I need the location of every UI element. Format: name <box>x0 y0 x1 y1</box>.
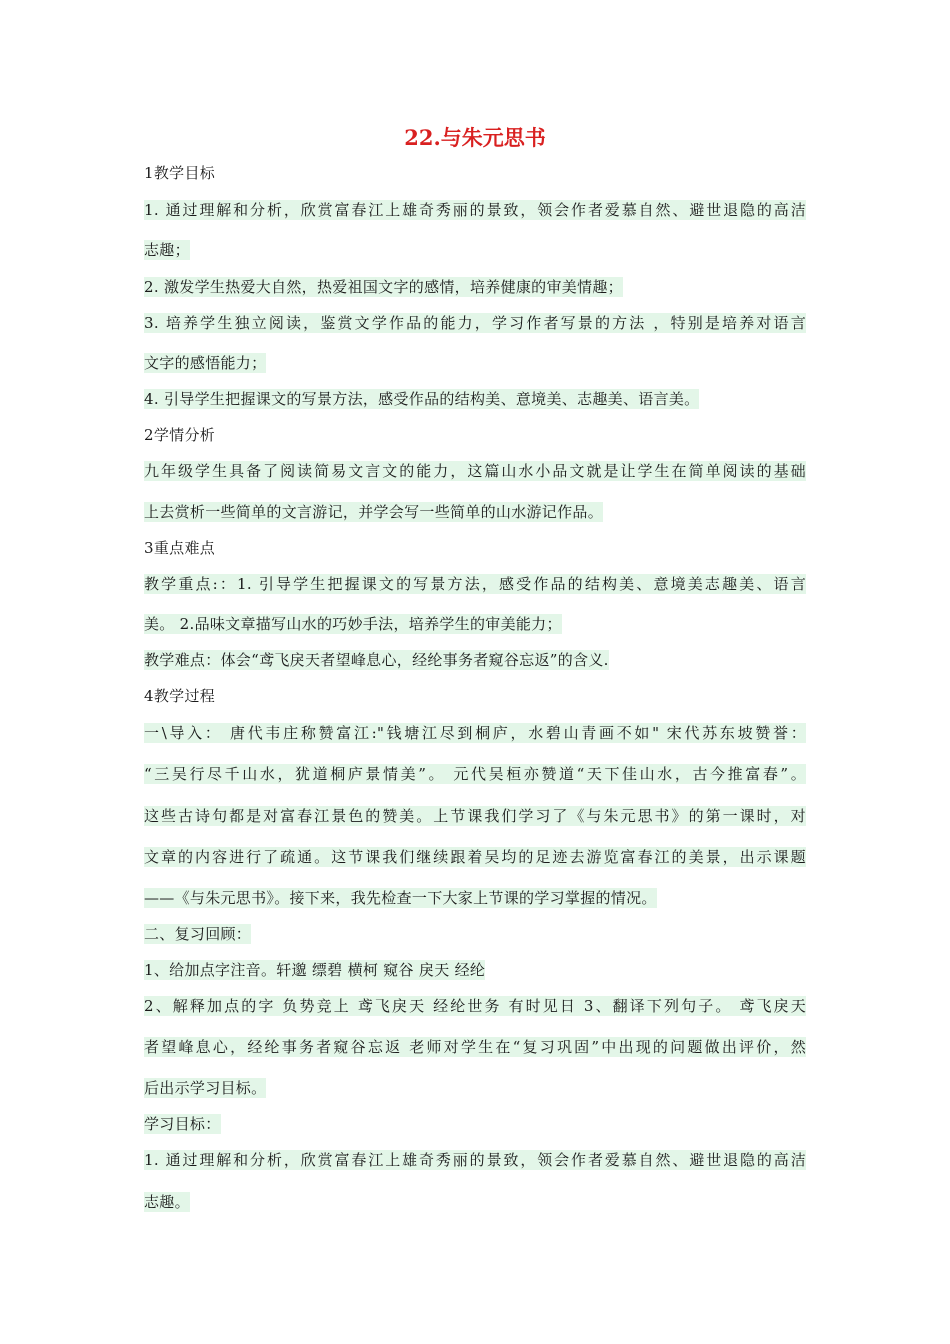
text-line: 1、给加点字注音。轩邈 缥碧 横柯 窥谷 戾天 经纶 <box>144 961 486 979</box>
text-line: 1. 通过理解和分析，欣赏富春江上雄奇秀丽的景致，领会作者爱慕自然、避世退隐的高洁 <box>144 1151 806 1169</box>
text-line: 后出示学习目标。 <box>144 1079 267 1097</box>
text-line: 志趣； <box>144 241 190 259</box>
text-line: 4. 引导学生把握课文的写景方法，感受作品的结构美、意境美、志趣美、语言美。 <box>144 390 700 408</box>
section-heading-process: 4教学过程 <box>144 687 216 705</box>
document-title: 22.与朱元思书 <box>404 125 546 150</box>
text-line: 2. 激发学生热爱大自然，热爱祖国文字的感情，培养健康的审美情趣； <box>144 278 623 296</box>
text-line: 1. 通过理解和分析，欣赏富春江上雄奇秀丽的景致，领会作者爱慕自然、避世退隐的高洁 <box>144 201 806 219</box>
text-line: 志趣。 <box>144 1193 190 1211</box>
section-heading-key-points: 3重点难点 <box>144 539 216 557</box>
text-line: 教学重点:：1. 引导学生把握课文的写景方法，感受作品的结构美、意境美志趣美、语言 <box>144 575 806 593</box>
text-line: 教学难点：体会“鸢飞戾天者望峰息心，经纶事务者窥谷忘返”的含义. <box>144 651 609 669</box>
text-line: 3. 培养学生独立阅读，鉴赏文学作品的能力，学习作者写景的方法 ，特别是培养对语言 <box>144 314 806 332</box>
text-line: ——《与朱元思书》。接下来，我先检查一下大家上节课的学习掌握的情况。 <box>144 889 657 907</box>
section-heading-objectives: 1教学目标 <box>144 164 216 182</box>
section-heading-analysis: 2学情分析 <box>144 426 216 444</box>
text-line: 者望峰息心，经纶事务者窥谷忘返 老师对学生在“复习巩固”中出现的问题做出评价，然 <box>144 1038 806 1056</box>
text-line: 这些古诗句都是对富春江景色的赞美。上节课我们学习了《与朱元思书》的第一课时，对 <box>144 807 806 825</box>
subheading-review: 二、复习回顾： <box>144 925 252 943</box>
text-line: 2、解释加点的字 负势竞上 鸢飞戾天 经纶世务 有时见日 3、翻译下列句子。 鸢飞戾天 <box>144 997 806 1015</box>
text-line: 九年级学生具备了阅读简易文言文的能力，这篇山水小品文就是让学生在简单阅读的基础 <box>144 462 806 480</box>
text-line: 美。 2.品味文章描写山水的巧妙手法，培养学生的审美能力； <box>144 615 562 633</box>
text-line: 文字的感悟能力； <box>144 354 267 372</box>
text-line: “三吴行尽千山水，犹道桐庐景情美”。 元代吴桓亦赞道“天下佳山水，古今推富春”。 <box>144 765 806 783</box>
subheading-learning-goals: 学习目标： <box>144 1115 221 1133</box>
text-line: 一\导入： 唐代韦庄称赞富江:"钱塘江尽到桐庐，水碧山青画不如" 宋代苏东坡赞誉： <box>144 724 806 742</box>
text-line: 上去赏析一些简单的文言游记，并学会写一些简单的山水游记作品。 <box>144 503 604 521</box>
text-line: 文章的内容进行了疏通。这节课我们继续跟着吴均的足迹去游览富春江的美景，出示课题 <box>144 848 806 866</box>
